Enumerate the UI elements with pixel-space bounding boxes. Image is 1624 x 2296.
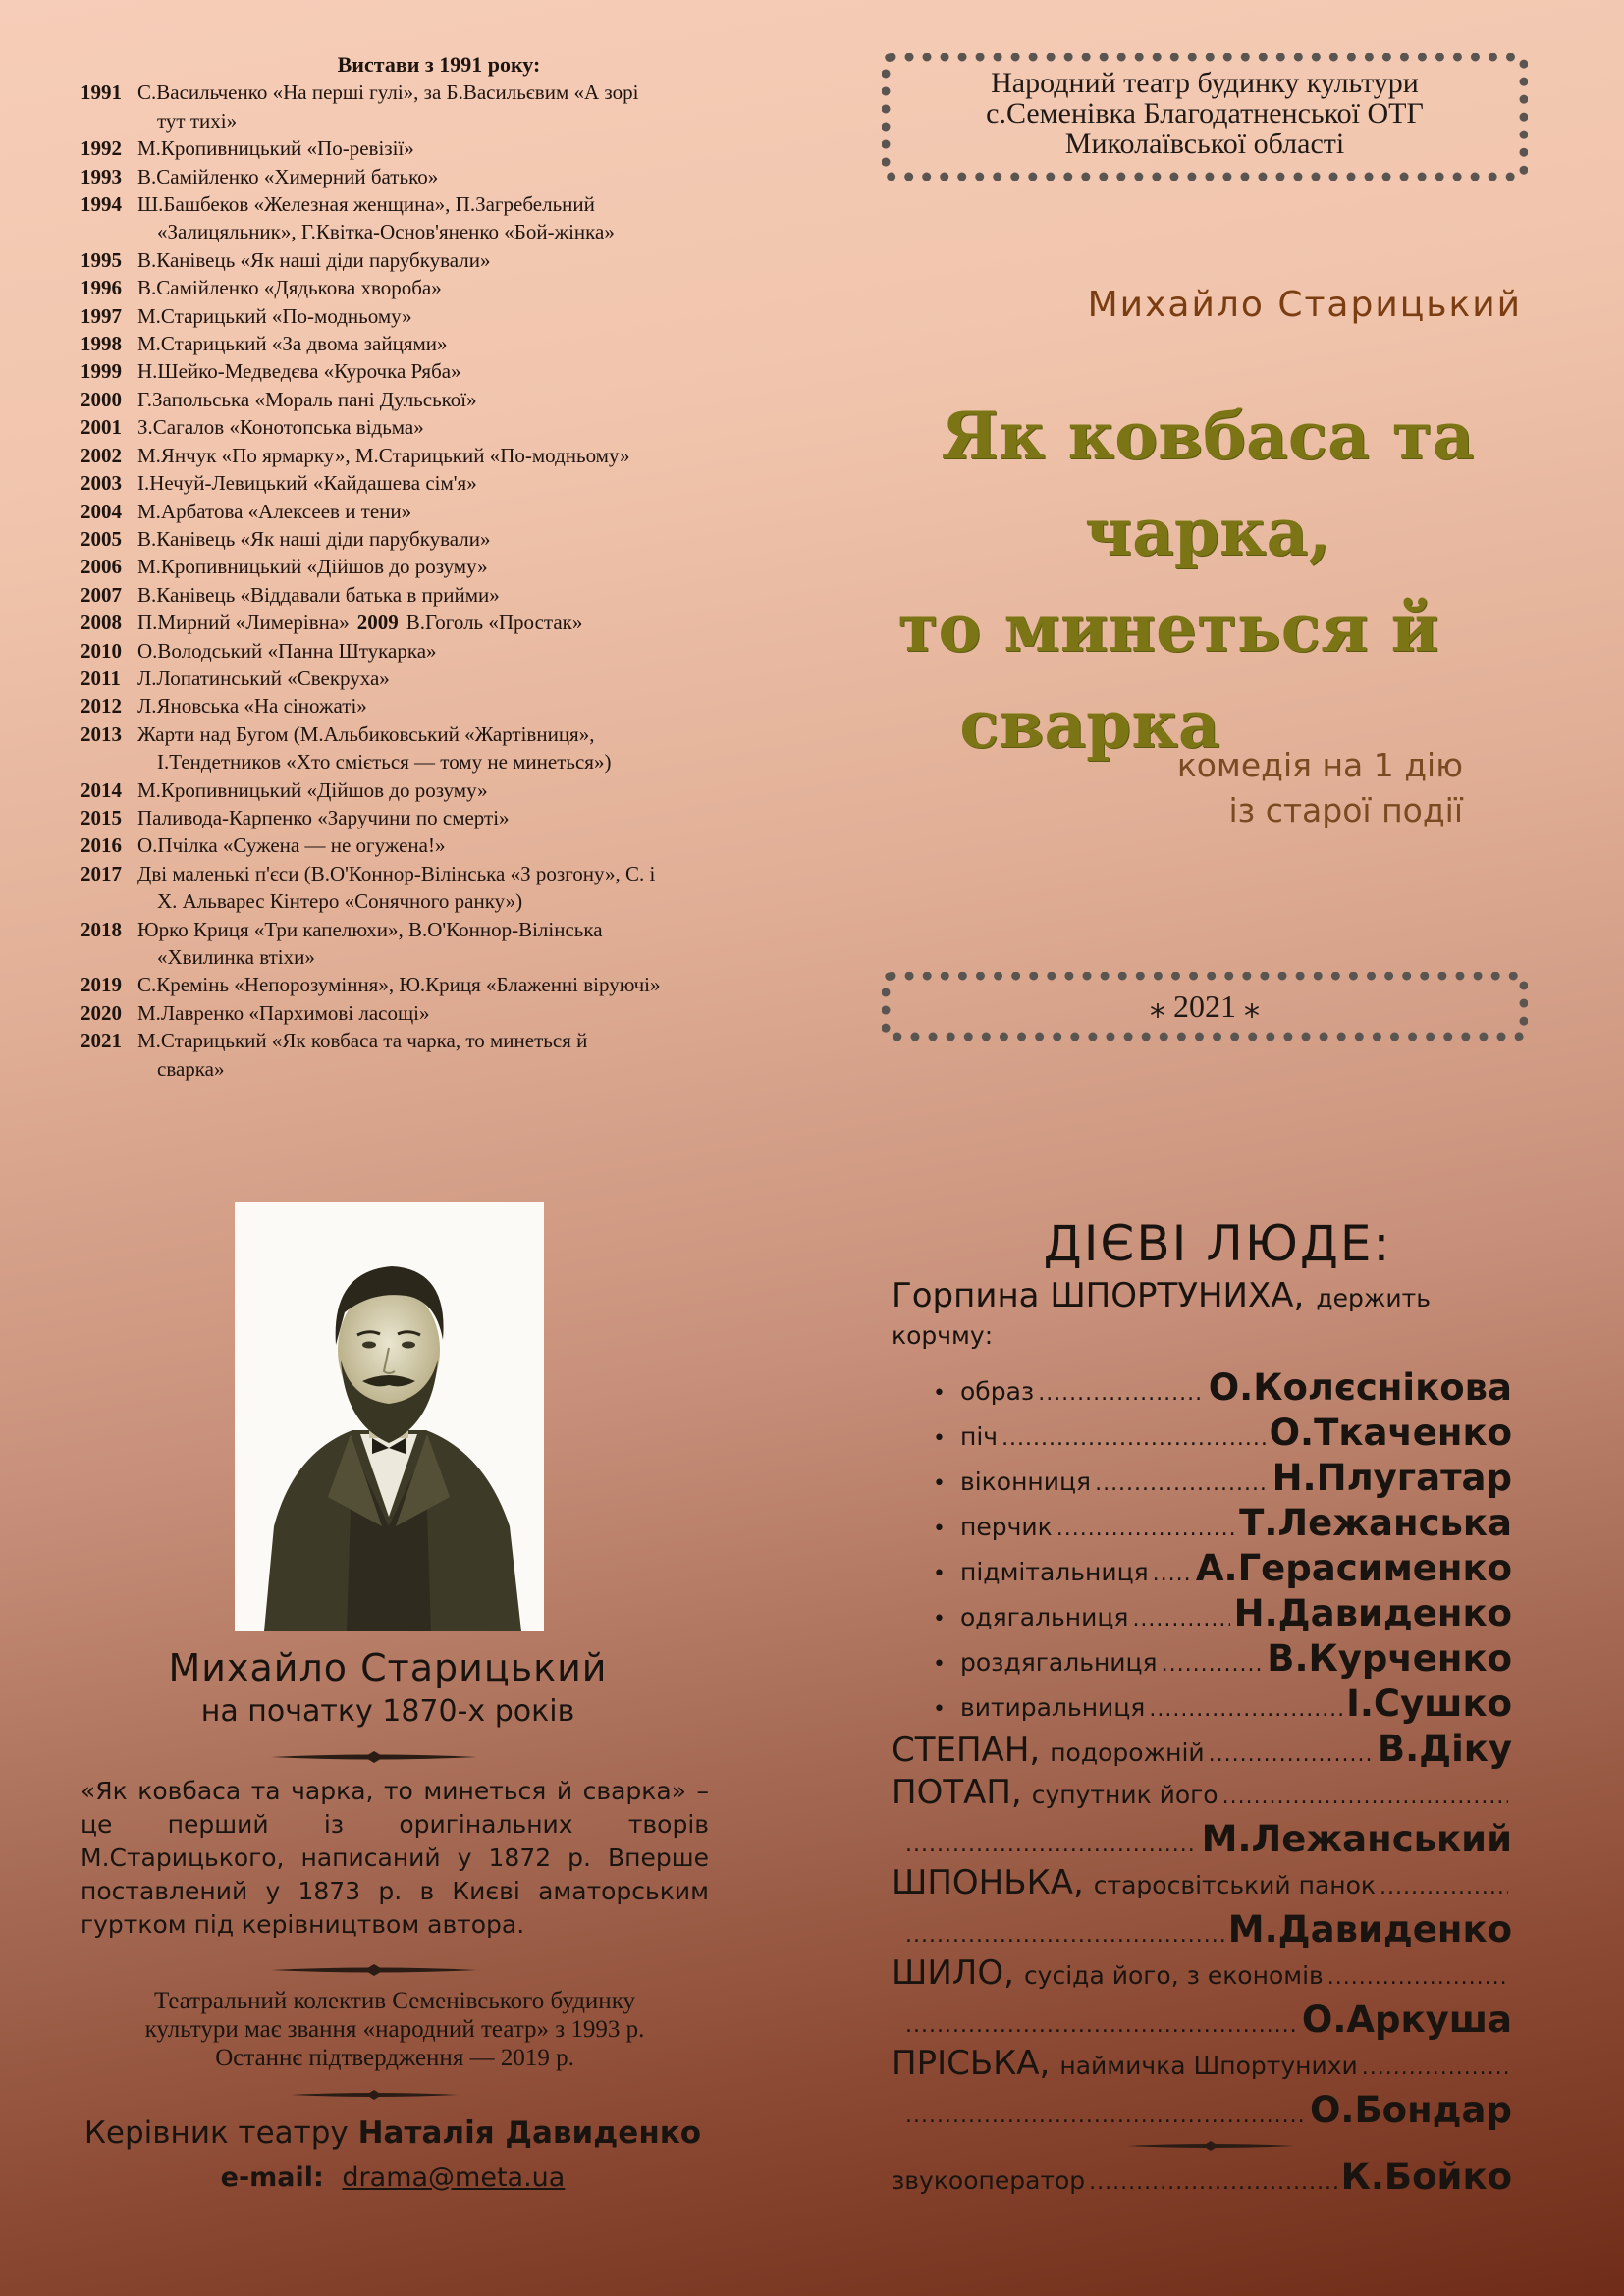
history-text (137, 804, 758, 831)
play-title-line-3: сварка (959, 686, 1220, 763)
bullet-icon: • (933, 1697, 946, 1722)
history-text (137, 525, 758, 553)
role-desc-cont: корчму: (892, 1321, 994, 1350)
cast-sub-role (892, 1366, 1512, 1412)
history-text (137, 442, 758, 469)
role-name: підмітальниця (960, 1558, 1149, 1586)
history-text (137, 553, 758, 580)
cast-sub-role (892, 1502, 1512, 1547)
history-year: 1998 (81, 332, 122, 356)
play-description: «Як ковбаса та чарка, то минеться й сварка» – це перший із оригінальних творів М.Старицького, написаний у 1872 р. Вперше поставлений у 1873 р. в Києві аматорським гуртком під керівництвом автора. (81, 1777, 709, 1939)
history-text (137, 357, 758, 385)
history-year-2: 2009 (356, 611, 399, 635)
flourish-divider-2 (271, 1963, 477, 1977)
cast-role (892, 2044, 1512, 2089)
cast-gorpyna (892, 1276, 1512, 1321)
flourish-divider-1 (271, 1750, 477, 1764)
director-name: Наталія Давиденко (357, 2115, 702, 2151)
history-text (137, 134, 758, 162)
theatre-line-1: Народний театр будинку культури (991, 67, 1419, 99)
role-desc: старосвітський панок (1093, 1871, 1377, 1899)
role-name: ПРІСЬКА, (892, 2044, 1051, 2083)
history-play-cont: тут тихі» (157, 108, 238, 133)
history-item (81, 413, 758, 441)
email-label: e-mail: (220, 2163, 324, 2193)
cast-role-actor-line (892, 2089, 1512, 2134)
history-text (137, 581, 758, 609)
subtitle-line-2: із старої події (1228, 791, 1463, 829)
history-year: 2021 (81, 1029, 122, 1053)
history-play: С.Кремінь «Непорозуміння», Ю.Криця «Блаженні віруючі» (137, 973, 661, 997)
history-play: І.Нечуй-Левицький «Кайдашева сім'я» (137, 471, 477, 496)
history-text (137, 665, 758, 692)
history-year: 2002 (81, 443, 122, 467)
role-name: образ (960, 1377, 1035, 1406)
role-name: перчик (960, 1513, 1053, 1541)
bullet-icon: • (933, 1607, 946, 1631)
history-year: 2001 (81, 415, 122, 440)
history-item (81, 665, 758, 692)
history-year: 2013 (81, 721, 122, 746)
history-year: 2006 (81, 555, 122, 579)
history-year: 1997 (81, 303, 122, 328)
director-label: Керівник театру (83, 2115, 349, 2151)
history-play: Ш.Башбеков «Железная женщина», П.Загребельний (137, 192, 595, 217)
history-year: 1996 (81, 276, 122, 300)
role-name: ШИЛО, (892, 1953, 1014, 1993)
leader-dots (1153, 1562, 1192, 1586)
history-play: В.Самійленко «Дядькова хвороба» (137, 276, 442, 300)
cast-gorpyna-cont (892, 1321, 1512, 1366)
portrait-caption-date: на початку 1870-х років (200, 1694, 575, 1729)
history-play: Г.Запольська «Мораль пані Дульської» (137, 387, 477, 411)
cast-sub-role (892, 1592, 1512, 1637)
actor-name: Т.Лежанська (1239, 1502, 1512, 1544)
leader-dots (1380, 1875, 1508, 1899)
leader-dots (1327, 1965, 1508, 1990)
honour-line-3: Останнє підтвердження — 2019 р. (215, 2045, 574, 2071)
history-item (81, 357, 758, 385)
gorpyna-sub-roles (892, 1366, 1512, 1728)
history-year: 2007 (81, 582, 122, 607)
leader-dots (1001, 1426, 1266, 1451)
leader-dots (1162, 1652, 1264, 1677)
contact-email (59, 2163, 727, 2193)
actor-name: В.Курченко (1267, 1637, 1512, 1680)
history-text (137, 413, 758, 441)
actor-name: І.Сушко (1346, 1682, 1512, 1725)
leader-dots (905, 1923, 1224, 1948)
history-item (81, 469, 758, 497)
history-year: 1995 (81, 247, 122, 272)
history-play: Л.Яновська «На сіножаті» (137, 694, 367, 719)
history-play: Паливода-Карпенко «Заручини по смерті» (137, 805, 510, 829)
history-item (81, 442, 758, 469)
history-play: М.Старицький «Як ковбаса та чарка, то минеться й (137, 1029, 588, 1053)
role-desc: подорожній (1050, 1738, 1205, 1767)
role-name: ШПОНЬКА, (892, 1863, 1084, 1902)
leader-dots (1089, 2170, 1336, 2195)
honour-note (81, 1987, 709, 2072)
history-play-cont: Х. Альварес Кінтеро «Сонячного ранку») (157, 889, 523, 914)
history-year: 1994 (81, 192, 122, 217)
history-item (81, 721, 758, 776)
history-year: 2018 (81, 917, 122, 941)
cast-role-actor-line (892, 1999, 1512, 2044)
role-name: ПОТАП, (892, 1773, 1022, 1812)
productions-history (81, 51, 758, 1083)
history-text (137, 386, 758, 413)
history-item (81, 274, 758, 301)
honour-line-2: культури має звання «народний театр» з 1993 р. (144, 2016, 645, 2043)
cast-role-actor-line (892, 1908, 1512, 1953)
role-name: одягальниця (960, 1603, 1129, 1631)
history-text (137, 692, 758, 720)
history-text (137, 246, 758, 274)
author-name: Михайло Старицький (1087, 285, 1522, 325)
history-item (81, 163, 758, 190)
role-desc: супутник його (1031, 1781, 1218, 1809)
actor-name: О.Колєснікова (1208, 1366, 1512, 1409)
actor-name: О.Бондар (1309, 2089, 1512, 2131)
history-text (137, 860, 758, 916)
honour-line-1: Театральний колектив Семенівського будинку (154, 1988, 635, 2014)
play-subtitle (982, 743, 1463, 833)
history-play: М.Янчук «По ярмарку», М.Старицький «По-модньому» (137, 443, 630, 467)
history-play: М.Кропивницький «Дійшов до розуму» (137, 555, 488, 579)
history-play: М.Старицький «За двома зайцями» (137, 332, 448, 356)
history-year: 1999 (81, 359, 122, 384)
history-year: 2020 (81, 1000, 122, 1025)
history-item (81, 637, 758, 665)
play-title-line-2: то минеться й (897, 590, 1439, 667)
theatre-line-3: Миколаївської області (1064, 128, 1345, 160)
history-item (81, 134, 758, 162)
role-desc: наймичка Шпортунихи (1059, 2052, 1358, 2080)
history-item (81, 999, 758, 1027)
flourish-divider-3 (291, 2089, 458, 2101)
cast-list (892, 1276, 1512, 2201)
cast-role-actor-line (892, 1818, 1512, 1863)
subtitle-line-1: комедія на 1 дію (1176, 746, 1463, 784)
history-year: 2008 (81, 611, 122, 635)
history-year: 2016 (81, 833, 122, 858)
history-play: М.Кропивницький «По-ревізії» (137, 136, 414, 161)
role-desc: держить (1316, 1284, 1431, 1312)
history-text (137, 971, 758, 998)
main-roles (892, 1728, 1512, 2134)
leader-dots (905, 2104, 1306, 2128)
history-year: 2004 (81, 499, 122, 523)
history-play: Юрко Криця «Три капелюхи», В.О'Коннор-Вілінська (137, 917, 603, 941)
portrait-illustration (235, 1202, 544, 1631)
cast-sub-role (892, 1547, 1512, 1592)
history-item (81, 386, 758, 413)
history-item (81, 553, 758, 580)
portrait-caption-name: Михайло Старицький (168, 1646, 608, 1689)
cast-heading: ДІЄВІ ЛЮДЕ: (1043, 1215, 1392, 1272)
role-name: віконниця (960, 1468, 1092, 1496)
history-play-cont: «Хвилинка втіхи» (157, 945, 315, 969)
history-item (81, 804, 758, 831)
role-name: СТЕПАН, (892, 1731, 1041, 1770)
history-play-cont: І.Тендетников «Хто сміється — тому не минеться») (157, 750, 612, 774)
history-item (81, 860, 758, 916)
history-year: 1993 (81, 164, 122, 188)
cast-sub-role (892, 1682, 1512, 1728)
history-list (81, 79, 758, 1083)
history-item (81, 302, 758, 330)
role-name: піч (960, 1422, 999, 1451)
history-play: В.Самійленко «Химерний батько» (137, 164, 439, 188)
history-play-2: В.Гоголь «Простак» (406, 611, 583, 635)
history-item (81, 831, 758, 859)
cast-sub-role (892, 1412, 1512, 1457)
history-play: Н.Шейко-Медведєва «Курочка Ряба» (137, 359, 461, 384)
theatre-name-box (882, 53, 1528, 181)
bullet-icon: • (933, 1426, 946, 1451)
history-item (81, 330, 758, 357)
role-name: звукооператор (892, 2166, 1086, 2195)
leader-dots (1132, 1607, 1229, 1631)
history-item (81, 692, 758, 720)
history-text (137, 831, 758, 859)
history-play: В.Канівець «Віддавали батька в прийми» (137, 582, 500, 607)
cast-sub-role (892, 1457, 1512, 1502)
history-play: С.Васильченко «На перші гулі», за Б.Васильєвим «А зорі (137, 80, 639, 105)
cast-sub-role (892, 1637, 1512, 1682)
history-year: 2019 (81, 973, 122, 997)
history-year: 2014 (81, 777, 122, 802)
history-play-cont: «Залицяльник», Г.Квітка-Основ'яненко «Бой-жінка» (157, 220, 615, 244)
actor-name: А.Герасименко (1195, 1547, 1512, 1589)
history-year: 2003 (81, 471, 122, 496)
history-text (137, 302, 758, 330)
leader-dots (1209, 1742, 1374, 1767)
actor-name: К.Бойко (1340, 2156, 1512, 2198)
history-play: Л.Лопатинський «Свекруха» (137, 666, 390, 690)
actor-name: О.Ткаченко (1269, 1412, 1512, 1454)
year-box (882, 972, 1528, 1041)
history-year: 2005 (81, 526, 122, 551)
author-portrait (235, 1202, 544, 1631)
leader-dots (1362, 2056, 1508, 2080)
history-play: О.Володський «Панна Штукарка» (137, 638, 437, 663)
history-play: В.Канівець «Як наші діди парубкували» (137, 526, 491, 551)
history-year: 2012 (81, 694, 122, 719)
history-play: Дві маленькі п'єси (В.О'Коннор-Вілінська «З розгону», С. і (137, 861, 656, 885)
history-item (81, 1027, 758, 1083)
history-play: О.Пчілка «Сужена — не огужена!» (137, 833, 446, 858)
cast-role (892, 1953, 1512, 1999)
history-item (81, 776, 758, 804)
leader-dots (1038, 1381, 1205, 1406)
leader-dots (1095, 1471, 1269, 1496)
leader-dots (1222, 1785, 1508, 1809)
history-text (137, 274, 758, 301)
history-text (137, 1027, 758, 1083)
history-play: М.Арбатова «Алексеев и тени» (137, 499, 412, 523)
history-year: 1992 (81, 136, 122, 161)
history-year: 2015 (81, 805, 122, 829)
history-text (137, 609, 758, 636)
history-title: Вистави з 1991 року: (337, 52, 541, 77)
bullet-icon: • (933, 1562, 946, 1586)
history-play: М.Кропивницький «Дійшов до розуму» (137, 777, 488, 802)
history-year: 2000 (81, 387, 122, 411)
cast-role (892, 1728, 1512, 1773)
play-title-line-1: Як ковбаса та чарка, (941, 398, 1475, 570)
history-item (81, 609, 758, 636)
leader-dots (905, 1833, 1198, 1857)
history-text (137, 999, 758, 1027)
actor-name: Н.Давиденко (1233, 1592, 1512, 1634)
history-text (137, 776, 758, 804)
history-text (137, 79, 758, 134)
history-text (137, 330, 758, 357)
history-text (137, 916, 758, 972)
history-item (81, 916, 758, 972)
history-year: 1991 (81, 80, 122, 105)
theatre-line-2: с.Семенівка Благодатненської ОТГ (986, 97, 1424, 130)
year-text: ⁎ 2021 ⁎ (1150, 988, 1260, 1024)
play-title (884, 388, 1532, 773)
history-year: 2017 (81, 861, 122, 885)
cast-role (892, 1863, 1512, 1908)
role-desc: сусіда його, з економів (1023, 1961, 1324, 1990)
cast-sound (892, 2156, 1512, 2201)
history-play: М.Лавренко «Пархимові ласощі» (137, 1000, 430, 1025)
history-play: В.Канівець «Як наші діди парубкували» (137, 247, 491, 272)
bullet-icon: • (933, 1381, 946, 1406)
history-item (81, 246, 758, 274)
history-text (137, 498, 758, 525)
actor-name: В.Діку (1377, 1728, 1512, 1770)
leader-dots (905, 2013, 1298, 2038)
role-name: витиральниця (960, 1693, 1146, 1722)
history-text (137, 163, 758, 190)
history-item (81, 190, 758, 246)
history-text (137, 190, 758, 246)
history-year: 2011 (81, 666, 121, 690)
history-text (137, 721, 758, 776)
bullet-icon: • (933, 1471, 946, 1496)
cast-role (892, 1773, 1512, 1818)
history-play: Жарти над Бугом (М.Альбиковський «Жартівниця», (137, 721, 595, 746)
flourish-divider-cast (1127, 2140, 1294, 2152)
bullet-icon: • (933, 1652, 946, 1677)
role-name: Горпина ШПОРТУНИХА, (892, 1276, 1305, 1315)
leader-dots (1056, 1517, 1235, 1541)
actor-name: О.Аркуша (1301, 1999, 1512, 2041)
bullet-icon: • (933, 1517, 946, 1541)
actor-name: М.Давиденко (1227, 1908, 1512, 1950)
history-item (81, 79, 758, 134)
actor-name: Н.Плугатар (1272, 1457, 1512, 1499)
leader-dots (1149, 1697, 1342, 1722)
history-text (137, 637, 758, 665)
history-item (81, 525, 758, 553)
history-play: З.Сагалов «Конотопська відьма» (137, 415, 424, 440)
email-link[interactable]: drama@meta.ua (342, 2163, 566, 2193)
history-play: М.Старицький «По-модньому» (137, 303, 412, 328)
history-item (81, 581, 758, 609)
history-play-cont: сварка» (157, 1056, 225, 1081)
actor-name: М.Лежанський (1201, 1818, 1512, 1860)
history-text (137, 469, 758, 497)
history-play: П.Мирний «Лимерівна» (137, 611, 350, 635)
history-item (81, 498, 758, 525)
theatre-director (59, 2115, 727, 2151)
history-item (81, 971, 758, 998)
role-name: роздягальниця (960, 1648, 1158, 1677)
history-year: 2010 (81, 638, 122, 663)
